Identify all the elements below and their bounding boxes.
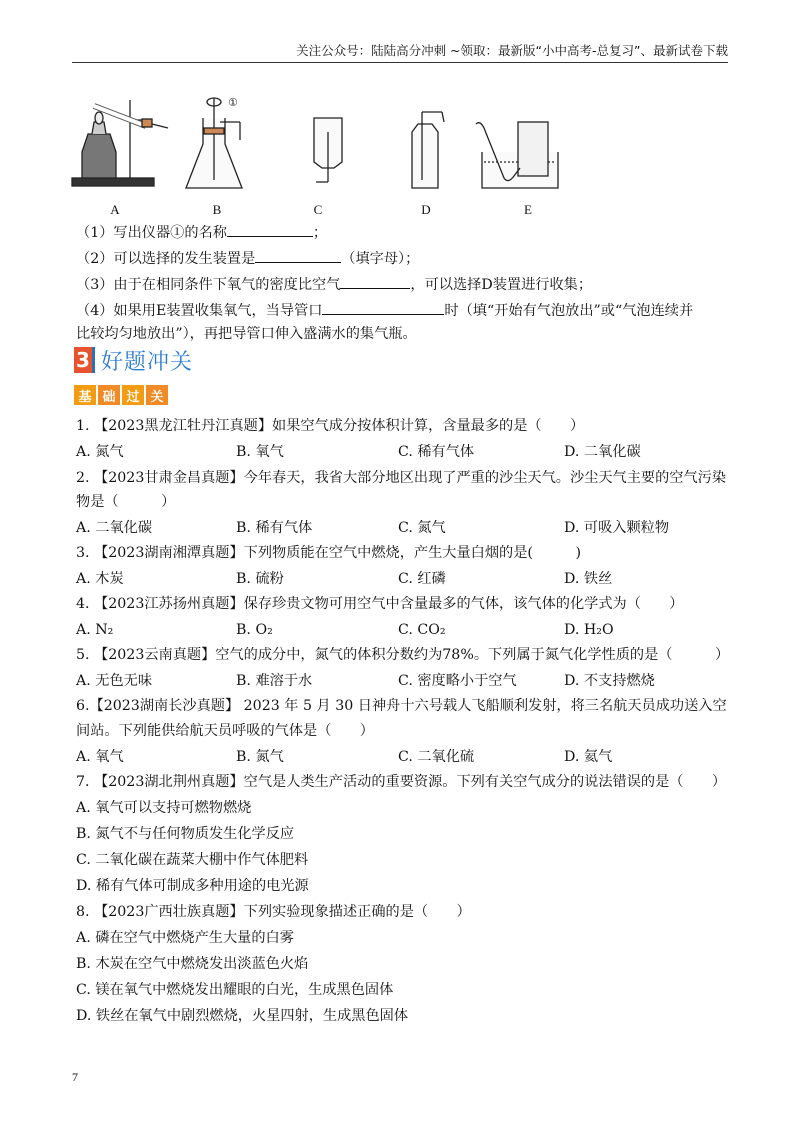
section-number: 3 — [74, 347, 95, 373]
fill-question-text: （2）可以选择的发生装置是 — [76, 251, 256, 267]
fill-question-2 — [76, 248, 419, 269]
question-7-stem: 7. 【2023湖北荆州真题】空气是人类生产活动的重要资源。下列有关空气成分的说法错误的是（ ） — [76, 774, 727, 790]
apparatus-label-d: D — [421, 202, 431, 217]
question-2-option-a[interactable]: A. 二氧化碳 — [76, 520, 153, 536]
question-3-option-c[interactable]: C. 红磷 — [398, 571, 446, 587]
apparatus-e — [476, 122, 558, 188]
fill-question-4-continued — [76, 324, 417, 344]
question-4-option-d[interactable]: D. H₂O — [564, 622, 614, 638]
question-2-option-c[interactable]: C. 氮气 — [398, 520, 446, 536]
question-3-option-d[interactable]: D. 铁丝 — [564, 571, 613, 587]
answer-blank[interactable] — [255, 248, 341, 263]
question-8-option-a[interactable]: A. 磷在空气中燃烧产生大量的白雾 — [76, 930, 294, 946]
question-2-stem: 2. 【2023甘肃金昌真题】今年春天，我省大部分地区出现了严重的沙尘天气。沙尘天气主要的空气污染 — [76, 470, 727, 486]
question-8-option-b[interactable]: B. 木炭在空气中燃烧发出淡蓝色火焰 — [76, 956, 309, 972]
section-title: 好题冲关 — [101, 349, 194, 375]
fill-question-text: 比较均匀地放出”），再把导管口伸入盛满水的集气瓶。 — [76, 326, 417, 342]
fill-question-text: 时（填“开始有气泡放出”或“气泡连续并 — [444, 303, 694, 319]
fill-question-text: （填字母）； — [341, 251, 420, 267]
question-3-option-a[interactable]: A. 木炭 — [76, 571, 124, 587]
fill-question-text: ，可以选择D装置进行收集； — [410, 277, 593, 293]
level-badges — [74, 385, 168, 405]
question-2-option-b[interactable]: B. 稀有气体 — [236, 520, 313, 536]
apparatus-label-b: B — [212, 202, 222, 217]
fill-question-text: （1）写出仪器①的名称 — [76, 225, 227, 241]
apparatus-a — [72, 100, 168, 186]
question-5-option-d[interactable]: D. 不支持燃烧 — [564, 673, 655, 689]
badge-char: 过 — [122, 385, 144, 405]
question-1-option-c[interactable]: C. 稀有气体 — [398, 444, 475, 460]
question-4-option-b[interactable]: B. O₂ — [236, 622, 273, 638]
question-7-option-d[interactable]: D. 稀有气体可制成多种用途的电光源 — [76, 878, 309, 894]
question-7-option-c[interactable]: C. 二氧化碳在蔬菜大棚中作气体肥料 — [76, 852, 309, 868]
question-5-option-a[interactable]: A. 无色无味 — [76, 673, 153, 689]
badge-char: 关 — [146, 385, 168, 405]
fill-question-4 — [76, 300, 693, 321]
question-5-stem: 5. 【2023云南真题】空气的成分中，氮气的体积分数约为78%。下列属于氮气化学性质的是（ ） — [76, 647, 730, 663]
question-6-stem-continued: 间站。下列能供给航天员呼吸的气体是（ ） — [76, 723, 374, 739]
fill-question-text: ； — [312, 225, 328, 241]
question-5-option-c[interactable]: C. 密度略小于空气 — [398, 673, 517, 689]
question-7-option-b[interactable]: B. 氮气不与任何物质发生化学反应 — [76, 826, 295, 842]
question-3-stem: 3. 【2023湖南湘潭真题】下列物质能在空气中燃烧，产生大量白烟的是( ) — [76, 545, 582, 561]
question-6-option-a[interactable]: A. 氧气 — [76, 749, 124, 765]
answer-blank[interactable] — [322, 300, 444, 315]
question-2-option-d[interactable]: D. 可吸入颗粒物 — [564, 520, 670, 536]
apparatus-label-c: C — [313, 202, 323, 217]
fill-question-text: （3）由于在相同条件下氧气的密度比空气 — [76, 277, 341, 293]
question-6-stem: 6.【2023湖南长沙真题】 2023 年 5 月 30 日神舟十六号载人飞船顺利发射，将三名航天员成功送入空 — [76, 698, 727, 714]
header-text: 关注公众号：陆陆高分冲刺 ~领取：最新版“小中高考-总复习”、最新试卷下载 — [296, 43, 728, 58]
question-4-option-c[interactable]: C. CO₂ — [398, 622, 446, 638]
section-header — [74, 346, 193, 374]
fill-question-text: （4）如果用E装置收集氧气，当导管口 — [76, 303, 323, 319]
apparatus-label-e: E — [524, 202, 532, 217]
question-1-option-b[interactable]: B. 氧气 — [236, 444, 284, 460]
question-8-stem: 8. 【2023广西壮族真题】下列实验现象描述正确的是（ ） — [76, 904, 471, 920]
answer-blank[interactable] — [227, 222, 313, 237]
fill-question-1 — [76, 222, 327, 243]
apparatus-marker: ① — [228, 96, 238, 109]
question-6-option-c[interactable]: C. 二氧化硫 — [398, 749, 475, 765]
question-8-option-c[interactable]: C. 镁在氧气中燃烧发出耀眼的白光，生成黑色固体 — [76, 982, 394, 998]
question-1-option-d[interactable]: D. 二氧化碳 — [564, 444, 641, 460]
question-6-option-d[interactable]: D. 氦气 — [564, 749, 613, 765]
question-1-option-a[interactable]: A. 氮气 — [76, 444, 124, 460]
answer-blank[interactable] — [340, 274, 410, 289]
apparatus-d — [412, 112, 444, 188]
question-1-stem: 1. 【2023黑龙江牡丹江真题】如果空气成分按体积计算，含量最多的是（ ） — [76, 418, 585, 434]
question-3-option-b[interactable]: B. 硫粉 — [236, 571, 284, 587]
question-4-option-a[interactable]: A. N₂ — [76, 622, 114, 638]
fill-question-3 — [76, 274, 592, 295]
apparatus-b — [186, 96, 242, 188]
question-6-option-b[interactable]: B. 氮气 — [236, 749, 284, 765]
question-8-option-d[interactable]: D. 铁丝在氧气中剧烈燃烧，火星四射，生成黑色固体 — [76, 1008, 409, 1024]
apparatus-label-a: A — [110, 202, 120, 217]
question-2-stem-continued: 物是（ ） — [76, 494, 176, 510]
lab-apparatus-figure — [68, 92, 588, 212]
badge-char: 础 — [98, 385, 120, 405]
apparatus-c — [314, 118, 342, 182]
badge-char: 基 — [74, 385, 96, 405]
question-7-option-a[interactable]: A. 氧气可以支持可燃物燃烧 — [76, 800, 252, 816]
question-5-option-b[interactable]: B. 难溶于水 — [236, 673, 313, 689]
question-4-stem: 4. 【2023江苏扬州真题】保存珍贵文物可用空气中含量最多的气体，该气体的化学式为（ ） — [76, 596, 684, 612]
page-number: 7 — [72, 1070, 78, 1084]
page-header — [72, 40, 728, 63]
